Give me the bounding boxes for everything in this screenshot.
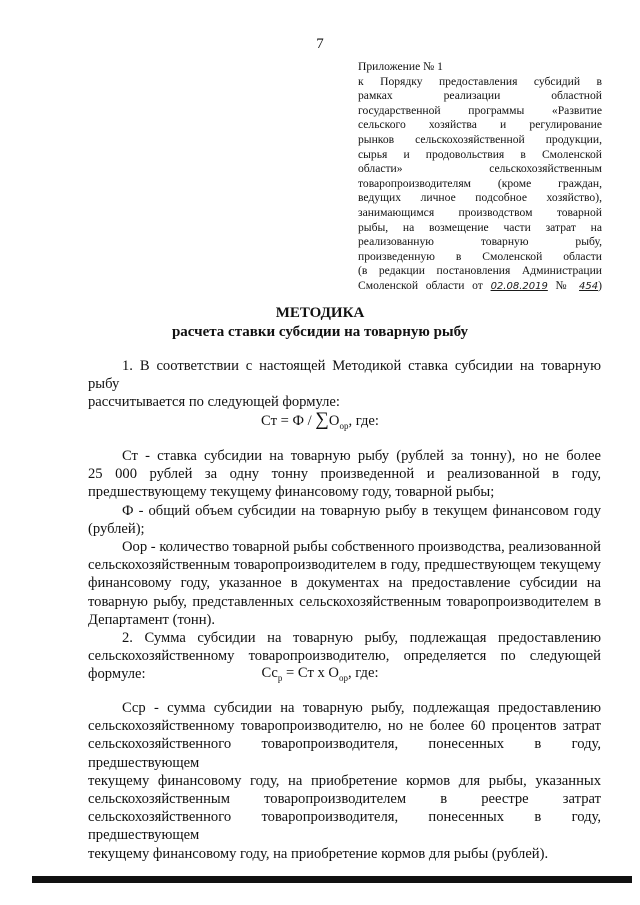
formula-sum-c: Сс — [261, 665, 278, 681]
page-number: 7 — [316, 36, 324, 52]
appendix-line: сырья и продовольствия в Смоленской — [358, 147, 602, 161]
formula-rate-o: О — [328, 413, 340, 429]
appendix-line: сельского хозяйства и регулирование — [358, 118, 602, 132]
paragraph-3-line: текущему финансовому году, на приобретение кормов для рыбы (рублей). — [88, 845, 549, 862]
definitions-line: Ф - общий объем субсидии на товарную рыбу в текущем финансовом году — [122, 502, 601, 519]
sum-symbol: ∑ — [315, 409, 329, 430]
appendix-line: ведущих личное подсобное хозяйство), — [358, 191, 602, 205]
paragraph-3-line: сельскохозяйственному товаропроизводителю, но не более 60 процентов затрат — [88, 718, 601, 735]
handwritten-number: 454 — [579, 280, 599, 292]
formula-rate-tail: , где: — [348, 413, 379, 429]
formula-sum-tail: , где: — [347, 665, 379, 681]
definitions-line: Департамент (тонн). — [88, 611, 216, 628]
paragraph-3 — [88, 699, 601, 863]
definitions-line: сельскохозяйственным товаропроизводителем в году, предшествующем текущему — [88, 557, 601, 574]
definitions-line: Ст - ставка субсидии на товарную рыбу (рублей за тонну), но не более — [122, 448, 601, 464]
document-title: МЕТОДИКА — [275, 305, 365, 321]
definitions-line: (рублей); — [88, 520, 145, 537]
formula-rate-subscript: ор — [339, 420, 349, 431]
paragraph-3-line: сельскохозяйственного товаропроизводителя, понесенных в году, предшествующем — [88, 809, 601, 844]
appendix-line: товаропроизводителям (кроме граждан, — [358, 176, 602, 190]
definitions-line: формуле: — [88, 666, 146, 683]
appendix-line: государственной программы «Развитие — [358, 103, 602, 117]
formula-sum — [0, 665, 640, 683]
handwritten-date: 02.08.2019 — [490, 280, 548, 292]
appendix-line: занимающимся производством товарной — [358, 205, 602, 219]
number-sign: № — [547, 278, 580, 292]
paragraph-3-line: текущему финансовому году, на приобретение кормов для рыбы, указанных — [88, 772, 601, 789]
appendix-line: Приложение № 1 — [358, 60, 443, 73]
appendix-header — [358, 60, 602, 295]
formula-sum-subscript-2: ор — [338, 672, 348, 683]
paragraph-3-line: Сср - сумма субсидии на товарную рыбу, подлежащая предоставлению — [122, 700, 601, 716]
appendix-last-line — [358, 279, 602, 295]
definitions-line: сельскохозяйственному товаропроизводителю, определяется по следующей — [88, 648, 601, 665]
formula-sum-subscript-1: р — [277, 672, 283, 683]
appendix-line: рынков сельскохозяйственной продукции, — [358, 132, 602, 146]
paragraph-3-line: сельскохозяйственного товаропроизводителя, понесенных в году, предшествующем — [88, 736, 601, 771]
document-subtitle: расчета ставки субсидии на товарную рыбу — [171, 324, 469, 340]
appendix-line: (в редакции постановления Администрации — [358, 264, 602, 278]
paragraph-3-line: сельскохозяйственным товаропроизводителем в реестре затрат — [88, 791, 601, 808]
paragraph-1-line: 1. В соответствии с настоящей Методикой ставка субсидии на товарную рыбу — [88, 358, 601, 393]
definitions-line: 2. Сумма субсидии на товарную рыбу, подлежащая предоставлению — [122, 630, 601, 647]
definitions-line: финансовому году, указанное в документах на предоставление субсидии на — [88, 575, 601, 592]
appendix-lines — [358, 60, 602, 279]
appendix-line: к Порядку предоставления субсидий в — [358, 74, 602, 88]
definitions-line: 25 000 рублей за одну тонну произведенной и реализованной в году, — [88, 466, 601, 483]
definitions-line: товарную рыбу, представленных сельскохозяйственным товаропроизводителем в — [88, 593, 601, 610]
formula-rate — [0, 409, 640, 431]
formula-sum-mid: = Ст х О — [282, 665, 339, 681]
definitions-line: предшествующему текущему финансовому году, товарной рыбы; — [88, 484, 495, 501]
paragraph-1 — [88, 357, 601, 412]
appendix-line: рамках реализации областной — [358, 89, 602, 103]
formula-rate-lhs: Ст = Ф / — [261, 413, 316, 429]
appendix-line: рыбы, на возмещение части затрат на — [358, 220, 602, 234]
appendix-line: области» сельскохозяйственным — [358, 162, 602, 176]
document-title-block — [0, 304, 640, 342]
appendix-last-line-prefix: Смоленской области от — [358, 278, 491, 292]
bottom-rule — [32, 876, 632, 883]
appendix-line: произведенную в Смоленской области — [358, 249, 602, 263]
closing-paren: ) — [598, 278, 603, 292]
definitions-line: Оор - количество товарной рыбы собственного производства, реализованной — [122, 539, 601, 556]
definitions — [88, 447, 601, 684]
paragraph-1-line: рассчитывается по следующей формуле: — [88, 394, 340, 411]
appendix-line: реализованную товарную рыбу, — [358, 235, 602, 249]
